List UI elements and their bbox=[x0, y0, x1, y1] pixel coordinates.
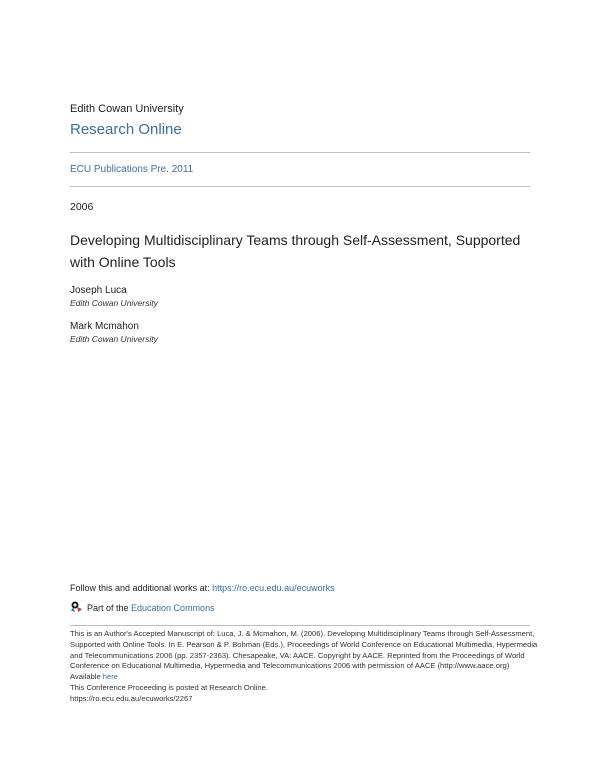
university-name: Edith Cowan University bbox=[70, 103, 184, 115]
follow-line bbox=[70, 583, 335, 593]
ecuworks-link[interactable]: https://ro.ecu.edu.au/ecuworks bbox=[212, 583, 335, 593]
author-affiliation: Edith Cowan University bbox=[70, 334, 158, 344]
handle-url: https://ro.ecu.edu.au/ecuworks/2267 bbox=[70, 693, 193, 703]
author-name: Mark Mcmahon bbox=[70, 321, 139, 332]
commons-network-icon bbox=[70, 600, 83, 613]
series-link[interactable]: ECU Publications Pre. 2011 bbox=[70, 164, 194, 175]
repository-link[interactable]: Research Online bbox=[70, 121, 182, 138]
publication-year: 2006 bbox=[70, 201, 94, 213]
available-here-link[interactable]: here bbox=[102, 672, 118, 682]
divider bbox=[70, 152, 530, 153]
citation-block bbox=[70, 629, 538, 705]
part-of-line bbox=[87, 603, 215, 613]
divider bbox=[70, 186, 530, 187]
part-of-text: Part of the bbox=[87, 603, 132, 613]
divider bbox=[70, 625, 530, 626]
author-name: Joseph Luca bbox=[70, 285, 127, 296]
citation-text: This is an Author's Accepted Manuscript of: Luca, J. & Mcmahon, M. (2006). Developing Multidisciplinary Teams through Self-Assessment, Supported with Online Tools. In E. Pearson & P. Bohman (Eds.), Proceedings of World Conference on Educational Multimedia, Hypermedia and Telecommunications 2006 (pp. 2357-2363). Chesapeake, VA: AACE. Copyright by AACE. Reprinted from the Proceedings of World Conference on Educational Multimedia, Hypermedia and Telecommunications 2006 with permission of AACE (http://www.aace.org) Available bbox=[70, 629, 538, 682]
paper-title: Developing Multidisciplinary Teams through Self-Assessment, Supported with Online Tools bbox=[70, 232, 521, 270]
posted-note: This Conference Proceeding is posted at Research Online. bbox=[70, 682, 268, 692]
citation-paragraph bbox=[70, 629, 538, 683]
education-commons-link[interactable]: Education Commons bbox=[131, 603, 215, 613]
follow-text: Follow this and additional works at: bbox=[70, 583, 213, 593]
author-affiliation: Edith Cowan University bbox=[70, 298, 158, 308]
